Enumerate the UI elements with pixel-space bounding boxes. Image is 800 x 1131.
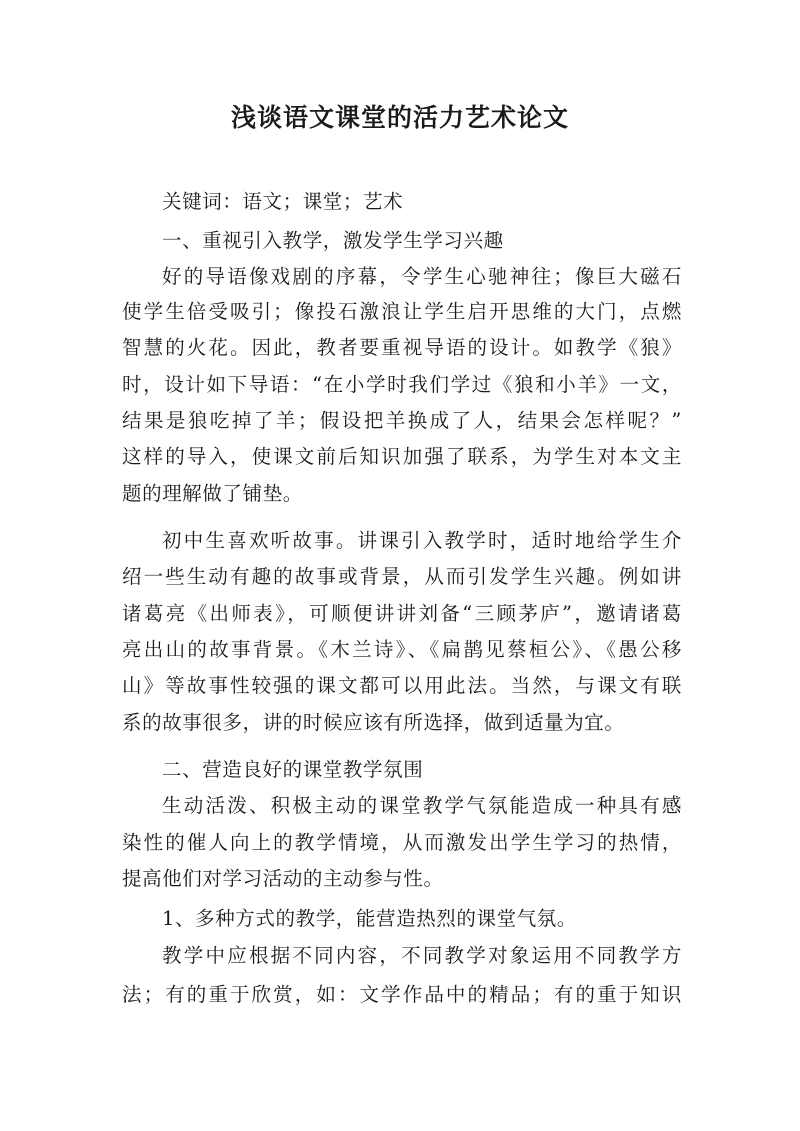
paragraph-line: 智慧的火花。因此，教者要重视导语的设计。如教学《狼》	[122, 336, 682, 359]
subsection-heading-1: 1、多种方式的教学，能营造热烈的课堂气氛。	[162, 907, 578, 930]
paragraph-line: 好的导语像戏剧的序幕，令学生心驰神往；像巨大磁石	[162, 265, 682, 288]
paragraph-line: 时，设计如下导语：“在小学时我们学过《狼和小羊》一文，	[122, 373, 682, 396]
paragraph-line: 绍一些生动有趣的故事或背景，从而引发学生兴趣。例如讲	[122, 565, 682, 588]
paragraph-line: 山》等故事性较强的课文都可以用此法。当然，与课文有联	[122, 674, 682, 697]
paragraph-line: 初中生喜欢听故事。讲课引入教学时，适时地给学生介	[162, 529, 682, 552]
paragraph-line: 提高他们对学习活动的主动参与性。	[122, 867, 444, 890]
paragraph-line: 系的故事很多，讲的时候应该有所选择，做到适量为宜。	[122, 711, 625, 734]
paragraph-line: 诸葛亮《出师表》，可顺便讲讲刘备“三顾茅庐”，邀请诸葛	[122, 602, 682, 625]
paragraph-line: 教学中应根据不同内容，不同教学对象运用不同教学方	[162, 944, 682, 967]
paragraph-line: 这样的导入，使课文前后知识加强了联系，为学生对本文主	[122, 445, 682, 468]
paragraph-line: 亮出山的故事背景。《木兰诗》、《扁鹊见蔡桓公》、《愚公移	[122, 638, 682, 661]
paragraph-line: 法；有的重于欣赏，如：文学作品中的精品；有的重于知识	[122, 983, 682, 1006]
document-title: 浅谈语文课堂的活力艺术论文	[230, 103, 569, 132]
paragraph-line: 题的理解做了铺垫。	[122, 482, 303, 505]
section-heading-1: 一、重视引入教学，激发学生学习兴趣	[162, 229, 504, 252]
keywords-line: 关键词：语文；课堂；艺术	[162, 190, 404, 213]
paragraph-line: 生动活泼、积极主动的课堂教学气氛能造成一种具有感	[162, 794, 682, 817]
paragraph-line: 结果是狼吃掉了羊；假设把羊换成了人，结果会怎样呢？”	[122, 409, 682, 432]
section-heading-2: 二、营造良好的课堂教学氛围	[162, 758, 424, 781]
paragraph-line: 染性的催人向上的教学情境，从而激发出学生学习的热情，	[122, 831, 682, 854]
paragraph-line: 使学生倍受吸引；像投石激浪让学生启开思维的大门，点燃	[122, 300, 682, 323]
